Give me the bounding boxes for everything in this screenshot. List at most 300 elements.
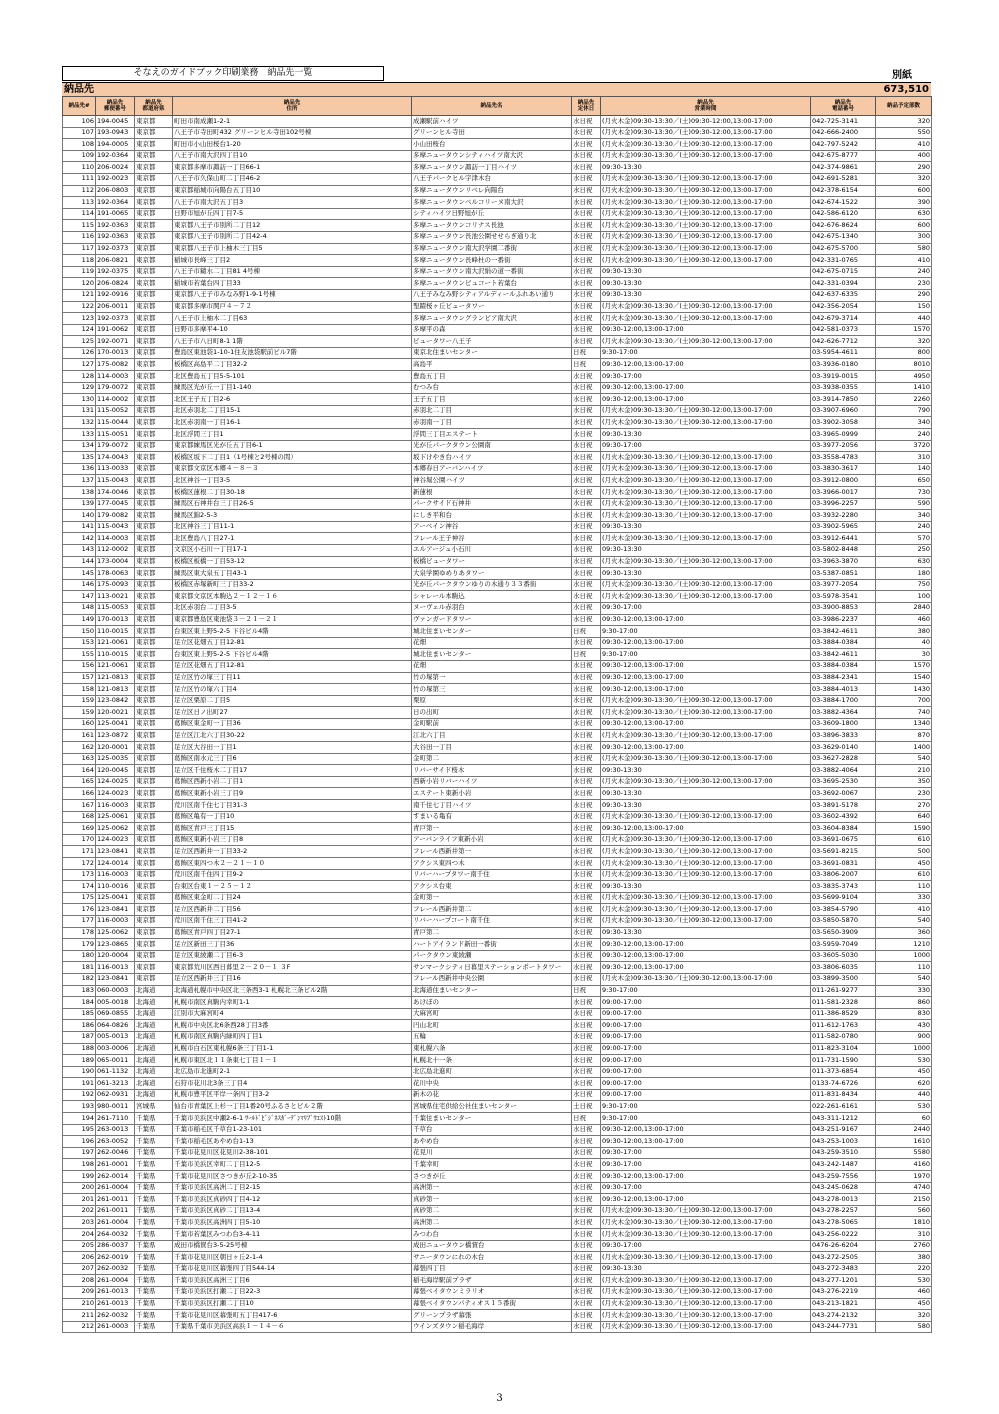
cell-closed: 水日祝 bbox=[572, 475, 601, 487]
cell-tel: 03-3896-3833 bbox=[811, 730, 876, 742]
cell-closed: 水日祝 bbox=[572, 452, 601, 464]
cell-name: 幕張ベイタウンパティオス１５番街 bbox=[412, 1298, 572, 1310]
table-row bbox=[63, 255, 932, 267]
table-row bbox=[63, 220, 932, 232]
cell-pref: 北海道 bbox=[135, 1008, 173, 1020]
cell-tel: 042-675-5700 bbox=[811, 243, 876, 255]
cell-name: さつきが丘 bbox=[412, 1171, 572, 1183]
cell-tel: 03-3919-0015 bbox=[811, 371, 876, 383]
cell-tel: 03-3835-3743 bbox=[811, 881, 876, 893]
cell-no: 131 bbox=[63, 405, 96, 417]
cell-pref: 東京都 bbox=[135, 973, 173, 985]
cell-closed: 日祝 bbox=[572, 626, 601, 638]
table-row bbox=[63, 405, 932, 417]
cell-tel: 03-3604-8384 bbox=[811, 823, 876, 835]
cell-no: 192 bbox=[63, 1089, 96, 1101]
cell-address: 北区神谷一丁目3-5 bbox=[173, 475, 412, 487]
cell-no: 179 bbox=[63, 939, 96, 951]
cell-address: 足立区西新井三丁目16 bbox=[173, 973, 412, 985]
cell-pref: 東京都 bbox=[135, 962, 173, 974]
table-row bbox=[63, 649, 932, 661]
cell-tel: 011-373-6854 bbox=[811, 1066, 876, 1078]
cell-no: 207 bbox=[63, 1263, 96, 1275]
cell-closed: 水日祝 bbox=[572, 950, 601, 962]
cell-address: 北海道札幌市中央区北三条西3-1 札幌北三条ビル2階 bbox=[173, 985, 412, 997]
cell-hours: 09:30-13:30 bbox=[601, 765, 811, 777]
cell-qty: 30 bbox=[876, 649, 932, 661]
cell-tel: 042-676-8624 bbox=[811, 220, 876, 232]
cell-pref: 東京都 bbox=[135, 313, 173, 325]
cell-address: 稲城市若葉台四丁目33 bbox=[173, 278, 412, 290]
cell-name: すまいる亀有 bbox=[412, 811, 572, 823]
cell-qty: 360 bbox=[876, 927, 932, 939]
cell-tel: 03-3629-0140 bbox=[811, 742, 876, 754]
cell-no: 136 bbox=[63, 463, 96, 475]
cell-pref: 東京都 bbox=[135, 556, 173, 568]
table-row bbox=[63, 440, 932, 452]
table-row bbox=[63, 429, 932, 441]
cell-address: 千葉市美浜区高洲三丁目6 bbox=[173, 1275, 412, 1287]
cell-tel: 043-274-2132 bbox=[811, 1310, 876, 1322]
cell-tel: 03-3691-0831 bbox=[811, 858, 876, 870]
cell-hours: (月火木金)09:30-13:30／(土)09:30-12:00,13:00-17:00 bbox=[601, 533, 811, 545]
cell-pref: 東京都 bbox=[135, 243, 173, 255]
cell-hours: 09:30-13:30 bbox=[601, 429, 811, 441]
cell-pref: 北海道 bbox=[135, 1089, 173, 1101]
cell-tel: 011-831-8434 bbox=[811, 1089, 876, 1101]
cell-qty: 110 bbox=[876, 962, 932, 974]
cell-name: にしき平和台 bbox=[412, 510, 572, 522]
cell-no: 169 bbox=[63, 823, 96, 835]
cell-closed: 水日祝 bbox=[572, 834, 601, 846]
cell-qty: 140 bbox=[876, 463, 932, 475]
table-row bbox=[63, 1031, 932, 1043]
cell-qty: 340 bbox=[876, 510, 932, 522]
cell-qty: 2840 bbox=[876, 602, 932, 614]
cell-no: 124 bbox=[63, 324, 96, 336]
cell-address: 千葉市若葉区みつわ台3-4-11 bbox=[173, 1229, 412, 1241]
cell-no: 160 bbox=[63, 718, 96, 730]
cell-name: パークサイド石神井 bbox=[412, 498, 572, 510]
cell-zip: 194-0045 bbox=[96, 116, 135, 128]
cell-address: 板橋区板橋一丁目53-12 bbox=[173, 556, 412, 568]
cell-address: 八王子市寺田町432 グリーンヒル寺田102号棟 bbox=[173, 127, 412, 139]
cell-hours: 09:30-13:30 bbox=[601, 266, 811, 278]
cell-tel: 043-259-7556 bbox=[811, 1171, 876, 1183]
cell-pref: 北海道 bbox=[135, 1066, 173, 1078]
cell-tel: 043-251-9167 bbox=[811, 1124, 876, 1136]
cell-no: 176 bbox=[63, 904, 96, 916]
cell-address: 北区豊島八丁目27-1 bbox=[173, 533, 412, 545]
cell-name: 成田ニュータウン橋賀台 bbox=[412, 1240, 572, 1252]
cell-address: 足立区竹の塚六丁目4 bbox=[173, 684, 412, 696]
cell-no: 153 bbox=[63, 637, 96, 649]
cell-closed: 水日祝 bbox=[572, 301, 601, 313]
cell-name: 聖蹟桜ヶ丘ビュータワー bbox=[412, 301, 572, 313]
cell-zip: 192-0373 bbox=[96, 243, 135, 255]
cell-closed: 水日祝 bbox=[572, 1194, 601, 1206]
cell-address: 千葉市花見川区朝日ヶ丘2-1-4 bbox=[173, 1252, 412, 1264]
table-row bbox=[63, 637, 932, 649]
table-row bbox=[63, 1113, 932, 1125]
cell-hours: 09:30-12:00,13:00-17:00 bbox=[601, 614, 811, 626]
table-row bbox=[63, 742, 932, 754]
cell-qty: 590 bbox=[876, 498, 932, 510]
cell-tel: 03-5978-3541 bbox=[811, 591, 876, 603]
cell-closed: 水日祝 bbox=[572, 915, 601, 927]
cell-no: 106 bbox=[63, 116, 96, 128]
cell-no: 147 bbox=[63, 591, 96, 603]
cell-tel: 03-3806-6035 bbox=[811, 962, 876, 974]
cell-no: 210 bbox=[63, 1298, 96, 1310]
cell-closed: 水日祝 bbox=[572, 591, 601, 603]
cell-qty: 1340 bbox=[876, 718, 932, 730]
cell-qty: 2760 bbox=[876, 1240, 932, 1252]
cell-name: フレール西新井第一 bbox=[412, 846, 572, 858]
cell-hours: (月火木金)09:30-13:30／(土)09:30-12:00,13:00-17:00 bbox=[601, 1321, 811, 1333]
cell-pref: 東京都 bbox=[135, 417, 173, 429]
cell-name: 金町第一 bbox=[412, 892, 572, 904]
cell-no: 123 bbox=[63, 313, 96, 325]
table-row bbox=[63, 544, 932, 556]
cell-tel: 03-3884-2341 bbox=[811, 672, 876, 684]
cell-no: 175 bbox=[63, 892, 96, 904]
cell-no: 129 bbox=[63, 382, 96, 394]
cell-tel: 03-5387-0851 bbox=[811, 568, 876, 580]
cell-tel: 03-3912-6441 bbox=[811, 533, 876, 545]
cell-pref: 東京都 bbox=[135, 858, 173, 870]
cell-zip: 005-0013 bbox=[96, 1031, 135, 1043]
cell-no: 137 bbox=[63, 475, 96, 487]
table-row bbox=[63, 869, 932, 881]
cell-zip: 179-0072 bbox=[96, 440, 135, 452]
cell-no: 140 bbox=[63, 510, 96, 522]
cell-no: 158 bbox=[63, 684, 96, 696]
cell-zip: 173-0004 bbox=[96, 556, 135, 568]
table-row bbox=[63, 765, 932, 777]
table-row bbox=[63, 1229, 932, 1241]
cell-qty: 570 bbox=[876, 533, 932, 545]
table-row bbox=[63, 521, 932, 533]
table-row bbox=[63, 1321, 932, 1333]
cell-address: 足立区竹の塚三丁目11 bbox=[173, 672, 412, 684]
cell-address: 千葉市花見川区さつきが丘2-10-35 bbox=[173, 1171, 412, 1183]
cell-address: 千葉市花見川区幕張町五丁目417-6 bbox=[173, 1310, 412, 1322]
cell-qty: 540 bbox=[876, 915, 932, 927]
cell-qty: 330 bbox=[876, 892, 932, 904]
cell-hours: 9:30-17:00 bbox=[601, 347, 811, 359]
cell-address: 北区神谷三丁目11-1 bbox=[173, 521, 412, 533]
cell-qty: 600 bbox=[876, 185, 932, 197]
cell-hours: 9:30-17:00 bbox=[601, 1113, 811, 1125]
cell-zip: 123-0841 bbox=[96, 846, 135, 858]
cell-qty: 240 bbox=[876, 521, 932, 533]
cell-qty: 640 bbox=[876, 811, 932, 823]
delivery-list-table bbox=[62, 96, 932, 1333]
cell-closed: 水日祝 bbox=[572, 463, 601, 475]
cell-address: 東京都八王子市別所二丁目42-4 bbox=[173, 231, 412, 243]
cell-closed: 水日祝 bbox=[572, 1020, 601, 1032]
cell-hours: (月火木金)09:30-13:30／(土)09:30-12:00,13:00-17:00 bbox=[601, 1205, 811, 1217]
cell-name: 新蓮根 bbox=[412, 487, 572, 499]
cell-pref: 千葉県 bbox=[135, 1147, 173, 1159]
cell-qty: 440 bbox=[876, 313, 932, 325]
cell-no: 168 bbox=[63, 811, 96, 823]
cell-qty: 580 bbox=[876, 1321, 932, 1333]
cell-no: 142 bbox=[63, 533, 96, 545]
table-row bbox=[63, 347, 932, 359]
cell-zip: 125-0035 bbox=[96, 753, 135, 765]
cell-tel: 042-331-0394 bbox=[811, 278, 876, 290]
table-row bbox=[63, 278, 932, 290]
cell-name: 真砂第二 bbox=[412, 1205, 572, 1217]
cell-address: 足立区新田三丁目36 bbox=[173, 939, 412, 951]
cell-tel: 042-691-5281 bbox=[811, 173, 876, 185]
cell-pref: 千葉県 bbox=[135, 1240, 173, 1252]
cell-address: 北区浮間三丁目1 bbox=[173, 429, 412, 441]
cell-tel: 03-3914-7850 bbox=[811, 394, 876, 406]
cell-no: 120 bbox=[63, 278, 96, 290]
cell-closed: 水日祝 bbox=[572, 776, 601, 788]
cell-closed: 水日祝 bbox=[572, 707, 601, 719]
table-row bbox=[63, 371, 932, 383]
cell-pref: 東京都 bbox=[135, 649, 173, 661]
cell-tel: 043-272-3483 bbox=[811, 1263, 876, 1275]
cell-name: 大泉学園ゆめりあタワー bbox=[412, 568, 572, 580]
cell-address: 千葉市美浜区高洲四丁目5-10 bbox=[173, 1217, 412, 1229]
cell-hours: 9:30-17:00 bbox=[601, 649, 811, 661]
table-row bbox=[63, 915, 932, 927]
table-row bbox=[63, 1043, 932, 1055]
cell-name: ビュータワー八王子 bbox=[412, 336, 572, 348]
cell-qty: 550 bbox=[876, 127, 932, 139]
cell-tel: 042-679-3714 bbox=[811, 313, 876, 325]
cell-address: 千葉市美浜区打瀬二丁目22-3 bbox=[173, 1286, 412, 1298]
cell-closed: 水日祝 bbox=[572, 753, 601, 765]
cell-closed: 水日祝 bbox=[572, 150, 601, 162]
cell-no: 164 bbox=[63, 765, 96, 777]
cell-tel: 011-581-2328 bbox=[811, 997, 876, 1009]
cell-pref: 北海道 bbox=[135, 1020, 173, 1032]
cell-closed: 水日祝 bbox=[572, 139, 601, 151]
cell-pref: 北海道 bbox=[135, 1031, 173, 1043]
cell-hours: (月火木金)09:30-13:30／(土)09:30-12:00,13:00-17:00 bbox=[601, 904, 811, 916]
cell-pref: 東京都 bbox=[135, 939, 173, 951]
cell-no: 113 bbox=[63, 197, 96, 209]
cell-qty: 500 bbox=[876, 846, 932, 858]
cell-closed: 水日祝 bbox=[572, 255, 601, 267]
cell-hours: (月火木金)09:30-13:30／(土)09:30-12:00,13:00-17:00 bbox=[601, 892, 811, 904]
cell-zip: 261-0003 bbox=[96, 1321, 135, 1333]
cell-tel: 042-378-6154 bbox=[811, 185, 876, 197]
cell-qty: 40 bbox=[876, 637, 932, 649]
cell-no: 107 bbox=[63, 127, 96, 139]
cell-address: 札幌市白石区東札幌6条三丁目1-1 bbox=[173, 1043, 412, 1055]
cell-pref: 東京都 bbox=[135, 440, 173, 452]
cell-zip: 262-0014 bbox=[96, 1171, 135, 1183]
table-row bbox=[63, 1263, 932, 1275]
cell-address: 東京都八王子市みなみ野1-9-1号棟 bbox=[173, 289, 412, 301]
table-row bbox=[63, 359, 932, 371]
cell-address: 台東区東上野5-2-5 下谷ビル4階 bbox=[173, 649, 412, 661]
cell-name: 五輪 bbox=[412, 1031, 572, 1043]
cell-pref: 東京都 bbox=[135, 823, 173, 835]
table-row bbox=[63, 533, 932, 545]
cell-qty: 650 bbox=[876, 475, 932, 487]
cell-zip: 261-7110 bbox=[96, 1113, 135, 1125]
cell-qty: 740 bbox=[876, 707, 932, 719]
cell-zip: 191-0062 bbox=[96, 324, 135, 336]
cell-address: 足立区栗原二丁目5 bbox=[173, 695, 412, 707]
cell-qty: 350 bbox=[876, 776, 932, 788]
cell-address: 北区赤羽北二丁目15-1 bbox=[173, 405, 412, 417]
cell-qty: 870 bbox=[876, 730, 932, 742]
cell-name: 多摩ニュータウンビュコート若葉台 bbox=[412, 278, 572, 290]
table-row bbox=[63, 904, 932, 916]
cell-zip: 174-0043 bbox=[96, 452, 135, 464]
cell-closed: 日祝 bbox=[572, 359, 601, 371]
cell-pref: 東京都 bbox=[135, 475, 173, 487]
cell-no: 128 bbox=[63, 371, 96, 383]
cell-tel: 03-5699-9104 bbox=[811, 892, 876, 904]
cell-address: 北区赤羽南一丁目16-1 bbox=[173, 417, 412, 429]
cell-no: 204 bbox=[63, 1229, 96, 1241]
cell-tel: 03-3882-4364 bbox=[811, 707, 876, 719]
cell-hours: (月火木金)09:30-13:30／(土)09:30-12:00,13:00-17:00 bbox=[601, 301, 811, 313]
cell-hours: (月火木金)09:30-13:30／(土)09:30-12:00,13:00-17:00 bbox=[601, 591, 811, 603]
cell-tel: 043-213-1821 bbox=[811, 1298, 876, 1310]
cell-address: 板橋区高島平二丁目32-2 bbox=[173, 359, 412, 371]
cell-no: 189 bbox=[63, 1055, 96, 1067]
cell-hours: 09:00-17:00 bbox=[601, 997, 811, 1009]
cell-hours: 09:30-12:00,13:00-17:00 bbox=[601, 1171, 811, 1183]
cell-closed: 水日祝 bbox=[572, 788, 601, 800]
cell-qty: 450 bbox=[876, 858, 932, 870]
cell-tel: 03-3938-0355 bbox=[811, 382, 876, 394]
cell-name: 花畑 bbox=[412, 660, 572, 672]
cell-no: 201 bbox=[63, 1194, 96, 1206]
cell-pref: 東京都 bbox=[135, 591, 173, 603]
table-row bbox=[63, 997, 932, 1009]
cell-zip: 262-0046 bbox=[96, 1147, 135, 1159]
cell-hours: (月火木金)09:30-13:30／(土)09:30-12:00,13:00-17:00 bbox=[601, 220, 811, 232]
cell-qty: 860 bbox=[876, 997, 932, 1009]
cell-address: 葛飾区東新小岩三丁目9 bbox=[173, 788, 412, 800]
cell-name: 高洲第一 bbox=[412, 1182, 572, 1194]
table-row bbox=[63, 950, 932, 962]
cell-qty: 100 bbox=[876, 591, 932, 603]
cell-qty: 210 bbox=[876, 765, 932, 777]
cell-hours: (月火木金)09:30-13:30／(土)09:30-12:00,13:00-17:00 bbox=[601, 417, 811, 429]
cell-name: 成瀬駅前ハイツ bbox=[412, 116, 572, 128]
cell-pref: 東京都 bbox=[135, 637, 173, 649]
cell-hours: 09:00-17:00 bbox=[601, 1066, 811, 1078]
cell-pref: 東京都 bbox=[135, 614, 173, 626]
cell-hours: (月火木金)09:30-13:30／(土)09:30-12:00,13:00-17:00 bbox=[601, 1229, 811, 1241]
cell-hours: (月火木金)09:30-13:30／(土)09:30-12:00,13:00-17:00 bbox=[601, 1217, 811, 1229]
cell-address: 日野市旭が丘四丁目7-5 bbox=[173, 208, 412, 220]
cell-closed: 水日祝 bbox=[572, 1240, 601, 1252]
cell-zip: 263-0013 bbox=[96, 1124, 135, 1136]
cell-closed: 水日祝 bbox=[572, 1286, 601, 1298]
cell-qty: 270 bbox=[876, 800, 932, 812]
cell-pref: 東京都 bbox=[135, 185, 173, 197]
cell-tel: 03-3884-4013 bbox=[811, 684, 876, 696]
cell-hours: (月火木金)09:30-13:30／(土)09:30-12:00,13:00-17:00 bbox=[601, 1286, 811, 1298]
cell-tel: 043-277-1201 bbox=[811, 1275, 876, 1287]
table-row bbox=[63, 973, 932, 985]
cell-address: 北区豊島五丁目5-5-101 bbox=[173, 371, 412, 383]
cell-name: 多摩ニュータウングランピア南大沢 bbox=[412, 313, 572, 325]
cell-no: 138 bbox=[63, 487, 96, 499]
cell-no: 130 bbox=[63, 394, 96, 406]
table-row bbox=[63, 150, 932, 162]
cell-no: 132 bbox=[63, 417, 96, 429]
cell-closed: 水日祝 bbox=[572, 858, 601, 870]
cell-pref: 東京都 bbox=[135, 347, 173, 359]
cell-closed: 水日祝 bbox=[572, 962, 601, 974]
table-row bbox=[63, 985, 932, 997]
cell-zip: 065-0011 bbox=[96, 1055, 135, 1067]
cell-name: 竹の塚第三 bbox=[412, 684, 572, 696]
cell-qty: 2440 bbox=[876, 1124, 932, 1136]
cell-hours: 09:30-12:00,13:00-17:00 bbox=[601, 939, 811, 951]
cell-closed: 水日祝 bbox=[572, 1252, 601, 1264]
cell-hours: 09:30-12:00,13:00-17:00 bbox=[601, 1136, 811, 1148]
cell-tel: 03-5959-7049 bbox=[811, 939, 876, 951]
cell-tel: 03-3884-0384 bbox=[811, 660, 876, 672]
cell-pref: 東京都 bbox=[135, 498, 173, 510]
cell-hours: 09:00-17:00 bbox=[601, 1055, 811, 1067]
cell-closed: 水日祝 bbox=[572, 1124, 601, 1136]
cell-name: 多摩平の森 bbox=[412, 324, 572, 336]
cell-closed: 日祝 bbox=[572, 649, 601, 661]
cell-address: 足立区花畑五丁目12-81 bbox=[173, 637, 412, 649]
cell-no: 157 bbox=[63, 672, 96, 684]
cell-address: 八王子市上柚木二丁目63 bbox=[173, 313, 412, 325]
cell-hours: (月火木金)09:30-13:30／(土)09:30-12:00,13:00-17:00 bbox=[601, 1275, 811, 1287]
cell-pref: 宮城県 bbox=[135, 1101, 173, 1113]
cell-address: 葛飾区南水元三丁目6 bbox=[173, 753, 412, 765]
cell-closed: 水日祝 bbox=[572, 1147, 601, 1159]
cell-closed: 水日祝 bbox=[572, 1298, 601, 1310]
cell-pref: 北海道 bbox=[135, 1055, 173, 1067]
cell-tel: 03-3602-4392 bbox=[811, 811, 876, 823]
cell-qty: 1540 bbox=[876, 672, 932, 684]
cell-zip: 125-0061 bbox=[96, 811, 135, 823]
cell-address: 千葉市花見川区幕張四丁目544-14 bbox=[173, 1263, 412, 1275]
cell-name: リバーハープコート南千住 bbox=[412, 915, 572, 927]
cell-zip: 114-0003 bbox=[96, 533, 135, 545]
cell-closed: 水日祝 bbox=[572, 811, 601, 823]
cell-zip: 116-0003 bbox=[96, 915, 135, 927]
cell-tel: 043-272-2505 bbox=[811, 1252, 876, 1264]
cell-no: 121 bbox=[63, 289, 96, 301]
cell-pref: 東京都 bbox=[135, 904, 173, 916]
cell-pref: 千葉県 bbox=[135, 1275, 173, 1287]
cell-closed: 水日祝 bbox=[572, 1159, 601, 1171]
document-title: そなえのガイドブック印刷業務 納品先一覧 bbox=[62, 66, 384, 81]
cell-closed: 水日祝 bbox=[572, 1089, 601, 1101]
cell-pref: 東京都 bbox=[135, 730, 173, 742]
cell-name: 日の出町 bbox=[412, 707, 572, 719]
cell-address: 千葉市花見川区花見川2-38-101 bbox=[173, 1147, 412, 1159]
cell-hours: (月火木金)09:30-13:30／(土)09:30-12:00,13:00-17:00 bbox=[601, 127, 811, 139]
cell-pref: 北海道 bbox=[135, 1043, 173, 1055]
cell-zip: 123-0872 bbox=[96, 730, 135, 742]
cell-zip: 179-0082 bbox=[96, 510, 135, 522]
cell-address: 仙台市青葉区上杉一丁目1番20号ふるさとビル２階 bbox=[173, 1101, 412, 1113]
